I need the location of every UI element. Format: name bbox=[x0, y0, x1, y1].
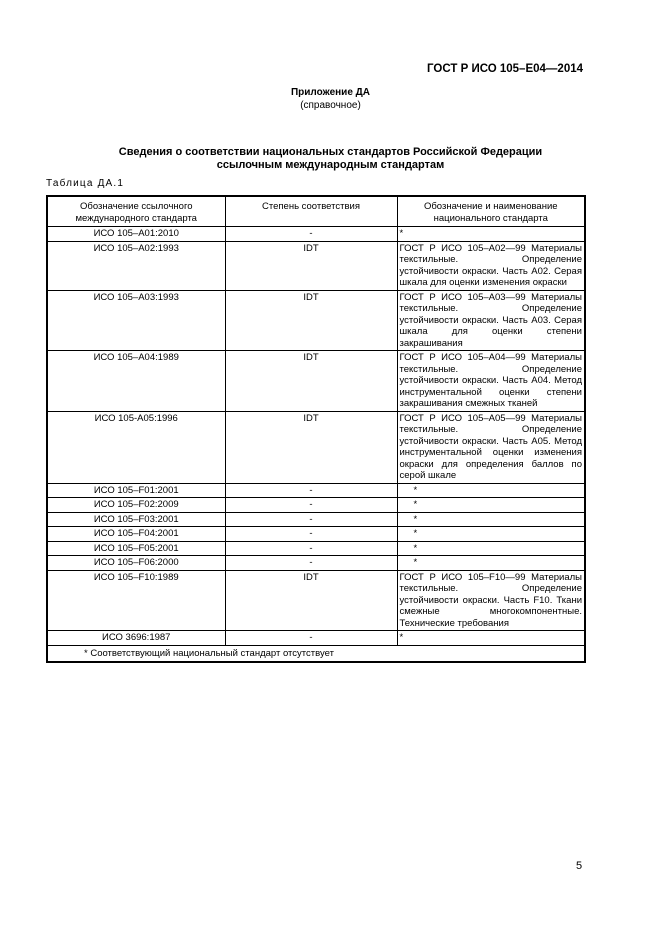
table-label: Таблица ДА.1 bbox=[46, 178, 125, 189]
appendix-title: Приложение ДА bbox=[290, 87, 371, 98]
national-standard-cell: * bbox=[397, 227, 585, 242]
national-standard-cell: * bbox=[397, 512, 585, 527]
page-number: 5 bbox=[576, 860, 583, 872]
national-standard-cell: * bbox=[397, 498, 585, 513]
conformity-degree-cell: - bbox=[225, 556, 397, 571]
table-row bbox=[47, 570, 585, 631]
conformity-degree-cell: - bbox=[225, 527, 397, 542]
table-row bbox=[47, 290, 585, 351]
conformity-degree-cell: - bbox=[225, 631, 397, 646]
national-standard-cell: * bbox=[397, 527, 585, 542]
national-standard-cell: * bbox=[397, 541, 585, 556]
international-standard-cell: ИСО 105–A04:1989 bbox=[47, 351, 225, 412]
international-standard-cell: ИСО 105–A03:1993 bbox=[47, 290, 225, 351]
international-standard-cell: ИСО 105–F10:1989 bbox=[47, 570, 225, 631]
conformity-degree-cell: - bbox=[225, 227, 397, 242]
conformity-degree-cell: - bbox=[225, 498, 397, 513]
international-standard-cell: ИСО 105–F03:2001 bbox=[47, 512, 225, 527]
table-row bbox=[47, 351, 585, 412]
conformity-degree-cell: - bbox=[225, 541, 397, 556]
international-standard-cell: ИСО 105–F02:2009 bbox=[47, 498, 225, 513]
conformity-degree-cell: IDT bbox=[225, 241, 397, 290]
document-code: ГОСТ Р ИСО 105–E04—2014 bbox=[427, 63, 583, 75]
table-footnote: * Соответствующий национальный стандарт отсутствует bbox=[47, 645, 585, 662]
conformity-degree-cell: IDT bbox=[225, 411, 397, 483]
national-standard-cell: * bbox=[397, 556, 585, 571]
national-standard-cell: * bbox=[397, 483, 585, 498]
international-standard-cell: ИСО 105–F05:2001 bbox=[47, 541, 225, 556]
international-standard-cell: ИСО 105–F04:2001 bbox=[47, 527, 225, 542]
international-standard-cell: ИСО 3696:1987 bbox=[47, 631, 225, 646]
table-row bbox=[47, 527, 585, 542]
national-standard-cell: ГОСТ Р ИСО 105–F10—99 Материалы текстильные. Определение устойчивости окраски. Часть F10. Ткани смежные многокомпонентные. Технические требования bbox=[397, 570, 585, 631]
section-title-line-1: Сведения о соответствии национальных стандартов Российской Федерации bbox=[118, 146, 543, 158]
table-row bbox=[47, 241, 585, 290]
national-standard-cell: ГОСТ Р ИСО 105–A02—99 Материалы текстильные. Определение устойчивости окраски. Часть A02. Серая шкала для оценки изменения окраски bbox=[397, 241, 585, 290]
header-national-standard: Обозначение и наименование национального стандарта bbox=[397, 196, 585, 227]
international-standard-cell: ИСО 105–A01:2010 bbox=[47, 227, 225, 242]
conformity-degree-cell: IDT bbox=[225, 351, 397, 412]
section-title bbox=[0, 146, 661, 172]
conformity-degree-cell: IDT bbox=[225, 290, 397, 351]
header-conformity-degree: Степень соответствия bbox=[225, 196, 397, 227]
international-standard-cell: ИСО 105–A02:1993 bbox=[47, 241, 225, 290]
correspondence-table bbox=[46, 195, 584, 663]
section-title-line-2: ссылочным международным стандартам bbox=[216, 159, 445, 171]
international-standard-cell: ИСО 105–F06:2000 bbox=[47, 556, 225, 571]
table-footnote-row bbox=[47, 645, 585, 662]
table-row bbox=[47, 512, 585, 527]
conformity-degree-cell: - bbox=[225, 483, 397, 498]
conformity-degree-cell: IDT bbox=[225, 570, 397, 631]
national-standard-cell: * bbox=[397, 631, 585, 646]
table-row bbox=[47, 483, 585, 498]
table-row bbox=[47, 541, 585, 556]
national-standard-cell: ГОСТ Р ИСО 105–A03—99 Материалы текстильные. Определение устойчивости окраски. Часть A03. Серая шкала для оценки степени закрашивания bbox=[397, 290, 585, 351]
national-standard-cell: ГОСТ Р ИСО 105–A05—99 Материалы текстильные. Определение устойчивости окраски. Часть A05. Метод инструментальной оценки изменения окраски для определения баллов по серой шкале bbox=[397, 411, 585, 483]
international-standard-cell: ИСО 105-A05:1996 bbox=[47, 411, 225, 483]
international-standard-cell: ИСО 105–F01:2001 bbox=[47, 483, 225, 498]
table-header-row bbox=[47, 196, 585, 227]
header-international-standard: Обозначение ссылочного международного стандарта bbox=[47, 196, 225, 227]
national-standard-cell: ГОСТ Р ИСО 105–A04—99 Материалы текстильные. Определение устойчивости окраски. Часть A04. Метод инструментальной оценки степени закрашивания смежных тканей bbox=[397, 351, 585, 412]
appendix-subtitle: (справочное) bbox=[300, 100, 361, 111]
table-row bbox=[47, 498, 585, 513]
conformity-degree-cell: - bbox=[225, 512, 397, 527]
appendix-heading bbox=[0, 86, 661, 112]
table-row bbox=[47, 227, 585, 242]
table-row bbox=[47, 631, 585, 646]
table-row bbox=[47, 556, 585, 571]
table-row bbox=[47, 411, 585, 483]
